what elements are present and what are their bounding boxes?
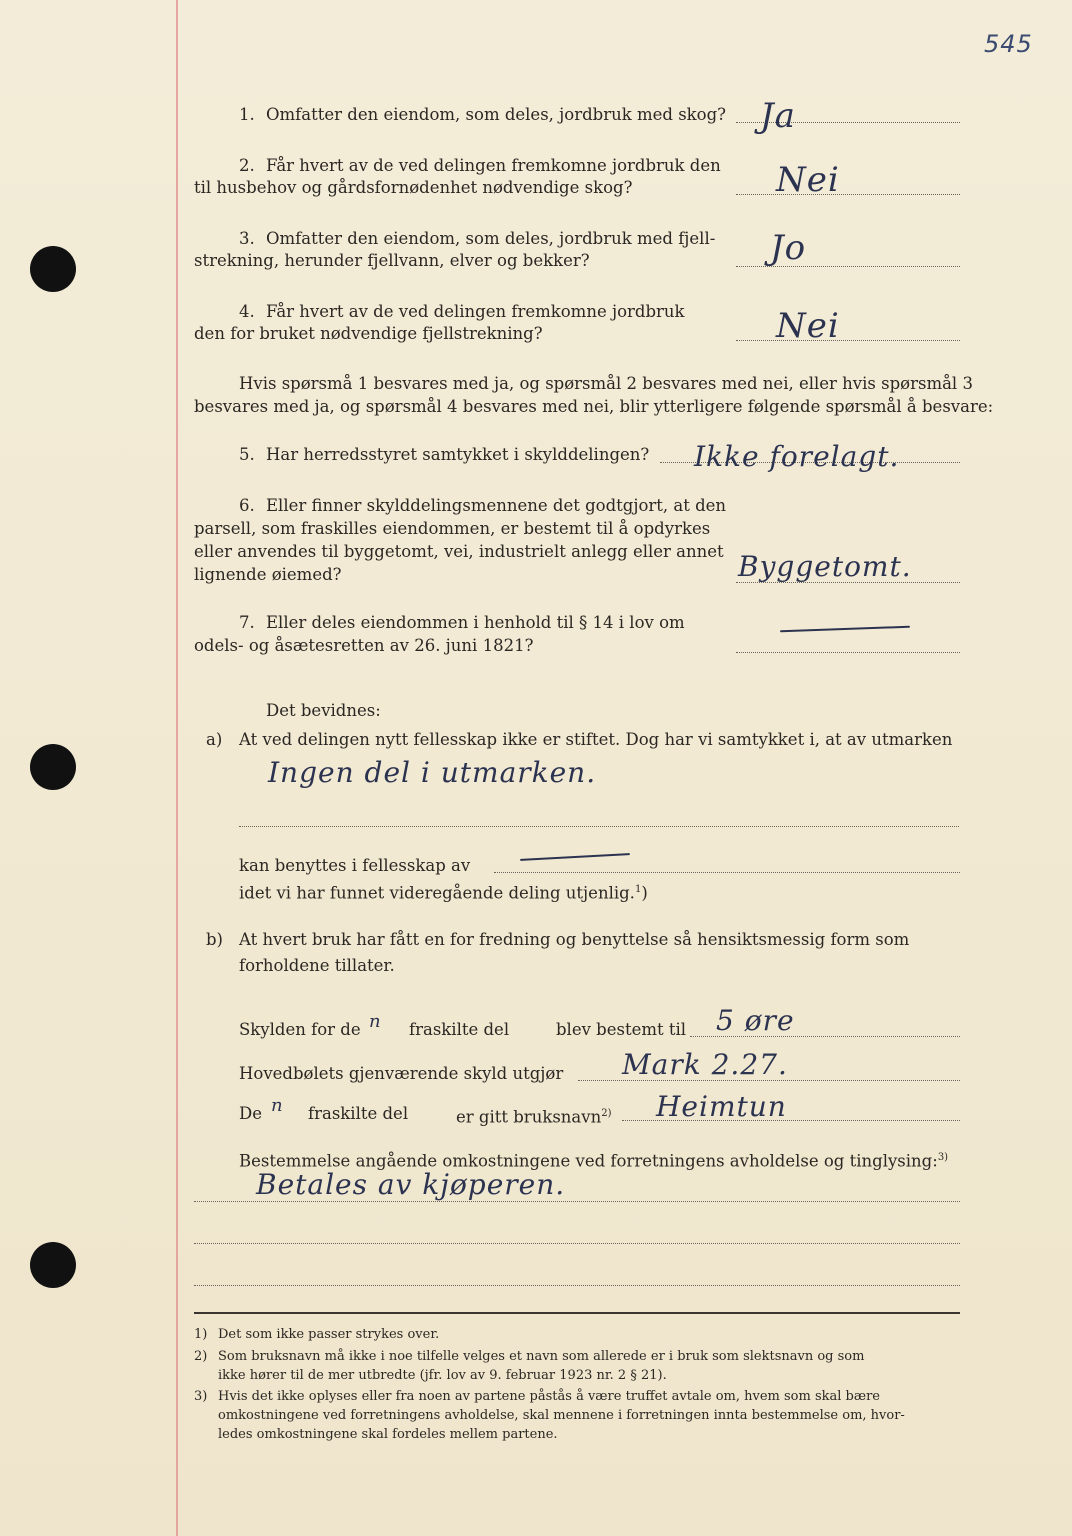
certification-a-label: a) (206, 730, 223, 749)
punch-hole-bottom (30, 1242, 76, 1288)
q3-text-2: strekning, herunder fjellvann, elver og bekker? (194, 251, 590, 270)
q7-answer-dash (780, 626, 910, 633)
navn-label-2: fraskilte del (308, 1104, 409, 1123)
footnote-1-mark: 1) (194, 1327, 208, 1342)
certification-b-text-1: At hvert bruk har fått en for fredning og benyttelse så hensiktsmessig form som (239, 930, 910, 949)
common-use-text-1: kan benyttes i fellesskap av (239, 856, 471, 875)
certification-a-answer: Ingen del i utmarken. (268, 756, 597, 789)
page-number: 545 (984, 30, 1033, 58)
q2-answer-line (736, 194, 960, 195)
q7-text-2: odels- og åsætesretten av 26. juni 1821? (194, 636, 534, 655)
q2-number: 2. (239, 156, 255, 175)
footnote-3-line-3: ledes omkostningene skal fordeles mellem partene. (218, 1427, 558, 1442)
skyld-value: 5 øre (716, 1004, 795, 1037)
cost-line-3 (194, 1285, 960, 1286)
q6-text-3: eller anvendes til byggetomt, vei, industrielt anlegg eller annet (194, 542, 724, 561)
conditional-text-2: besvares med ja, og spørsmål 4 besvares med nei, blir ytterligere følgende spørsmål å besvare: (194, 397, 994, 416)
q4-text-2: den for bruket nødvendige fjellstrekning? (194, 324, 543, 343)
conditional-text-1: Hvis spørsmå 1 besvares med ja, og spørsmål 2 besvares med nei, eller hvis spørsmål 3 (239, 374, 973, 393)
footnote-3-line-2: omkostningene ved forretningens avholdelse, skal mennene i forretningen innta bestemmelse om, hvor- (218, 1408, 905, 1423)
margin-line (176, 0, 178, 1536)
q6-text-2: parsell, som fraskilles eiendommen, er bestemt til å opdyrkes (194, 519, 711, 538)
q2-text-2: til husbehov og gårdsfornødenhet nødvendige skog? (194, 178, 633, 197)
q2-answer: Nei (776, 160, 840, 200)
common-use-text-2: idet vi har funnet videregående deling utjenlig.$^1$) (239, 883, 648, 903)
q4-answer: Nei (776, 306, 840, 346)
footnote-3-line-1: Hvis det ikke oplyses eller fra noen av partene påstås å være truffet avtale om, hvem som skal bære (218, 1389, 880, 1404)
q7-number: 7. (239, 613, 255, 632)
skyld-label-2: fraskilte del (409, 1020, 510, 1039)
navn-value: Heimtun (656, 1090, 787, 1123)
q6-text-1: Eller finner skylddelingsmennene det godtgjort, at den (266, 496, 727, 515)
q4-text-1: Får hvert av de ved delingen fremkomne jordbruk (266, 302, 685, 321)
q3-number: 3. (239, 229, 255, 248)
hoved-label: Hovedbølets gjenværende skyld utgjør (239, 1064, 564, 1083)
certification-a-blank-line (239, 826, 959, 827)
q7-answer-line (736, 652, 960, 653)
cost-label: Bestemmelse angående omkostningene ved forretningens avholdelse og tinglysing:$^{3)}$ (239, 1151, 949, 1171)
footnote-rule (194, 1312, 960, 1314)
footnote-2-mark: 2) (194, 1349, 208, 1364)
certification-b-text-2: forholdene tillater. (239, 956, 395, 975)
navn-insert: n (271, 1095, 284, 1116)
cost-value: Betales av kjøperen. (256, 1168, 566, 1201)
q3-text-1: Omfatter den eiendom, som deles, jordbruk med fjell- (266, 229, 716, 248)
punch-hole-middle (30, 744, 76, 790)
hoved-value: Mark 2.27. (622, 1048, 788, 1081)
q5-answer: Ikke forelagt. (694, 440, 900, 473)
q6-answer: Byggetomt. (738, 550, 912, 583)
footnote-2-line-1: Som bruksnavn må ikke i noe tilfelle velges et navn som allerede er i bruk som slektsnavn og som (218, 1349, 865, 1364)
q7-text-1: Eller deles eiendommen i henhold til § 14 i lov om (266, 613, 685, 632)
q3-answer: Jo (770, 228, 807, 268)
certification-a-text: At ved delingen nytt fellesskap ikke er stiftet. Dog har vi samtykket i, at av utmarken (239, 730, 953, 749)
q6-number: 6. (239, 496, 255, 515)
skyld-label-1: Skylden for de (239, 1020, 361, 1039)
cost-line-1 (194, 1201, 960, 1202)
navn-label-1: De (239, 1104, 262, 1123)
footnote-1-line-1: Det som ikke passer strykes over. (218, 1327, 440, 1342)
skyld-insert: n (369, 1011, 382, 1032)
footnote-3-mark: 3) (194, 1389, 208, 1404)
q2-text-1: Får hvert av de ved delingen fremkomne jordbruk den (266, 156, 721, 175)
punch-hole-top (30, 246, 76, 292)
certification-b-label: b) (206, 930, 223, 949)
footnote-2-line-2: ikke hører til de mer utbredte (jfr. lov av 9. februar 1923 nr. 2 § 21). (218, 1368, 667, 1383)
q1-answer: Ja (760, 96, 796, 136)
q6-text-4: lignende øiemed? (194, 565, 342, 584)
q5-text: Har herredsstyret samtykket i skylddelingen? (266, 445, 650, 464)
cost-line-2 (194, 1243, 960, 1244)
q4-answer-line (736, 340, 960, 341)
common-use-line (494, 872, 960, 873)
skyld-label-3: blev bestemt til (556, 1020, 687, 1039)
q1-number: 1. (239, 105, 255, 124)
navn-label-3: er gitt bruksnavn$^{2)}$ (456, 1107, 612, 1127)
q4-number: 4. (239, 302, 255, 321)
common-use-dash (520, 853, 630, 861)
q5-number: 5. (239, 445, 255, 464)
q1-text: Omfatter den eiendom, som deles, jordbruk med skog? (266, 105, 727, 124)
certification-heading: Det bevidnes: (266, 701, 381, 720)
